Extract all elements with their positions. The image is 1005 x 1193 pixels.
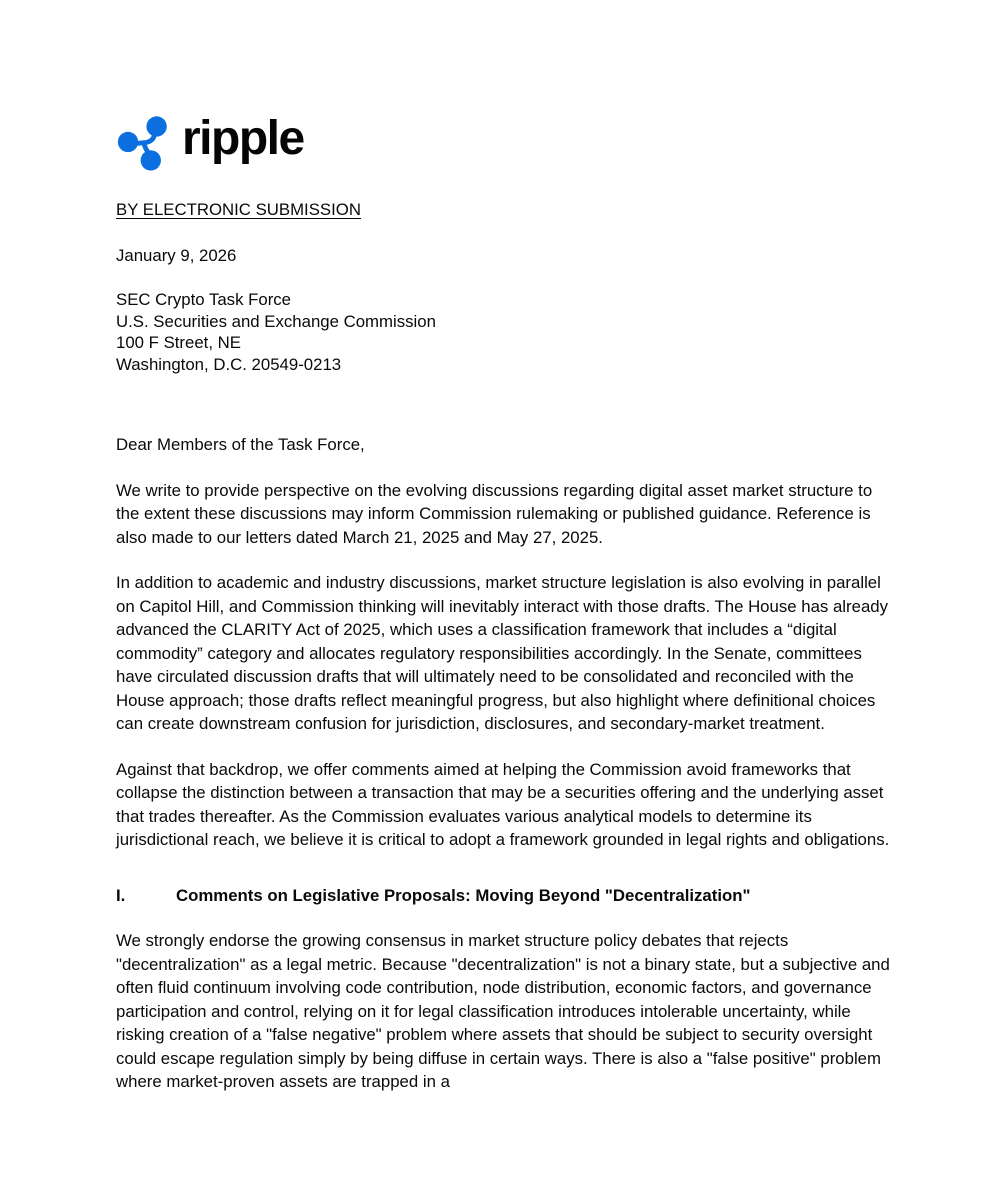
section-title: Comments on Legislative Proposals: Moving Beyond "Decentralization" bbox=[176, 885, 751, 905]
body-paragraph-3: Against that backdrop, we offer comments aimed at helping the Commission avoid frameworks that collapse the distinction between a transaction that may be a securities offering and the underlying asset that trades thereafter. As the Commission evaluates various analytical models to determine its jurisdictional reach, we believe it is critical to adopt a framework grounded in legal rights and obligations. bbox=[116, 759, 890, 849]
section-numeral: I. bbox=[116, 885, 126, 905]
body-paragraph-1: We write to provide perspective on the evolving discussions regarding digital asset market structure to the extent these discussions may inform Commission rulemaking or published guidance. Reference is also made to our letters dated March 21, 2025 and May 27, 2025. bbox=[116, 480, 873, 547]
salutation-line: Dear Members of the Task Force, bbox=[116, 435, 365, 454]
recipient-city-line: Washington, D.C. 20549-0213 bbox=[116, 354, 342, 374]
date-line: January 9, 2026 bbox=[116, 245, 237, 265]
ripple-wordmark: ripple bbox=[182, 112, 304, 165]
recipient-name-line: SEC Crypto Task Force bbox=[116, 290, 292, 309]
recipient-street-line: 100 F Street, NE bbox=[116, 333, 241, 352]
ripple-triskelion-icon bbox=[116, 110, 172, 172]
ripple-logo bbox=[116, 110, 891, 172]
section-heading bbox=[116, 884, 891, 908]
body-paragraph-2: In addition to academic and industry discussions, market structure legislation is also evolving in parallel on Capitol Hill, and Commission thinking will inevitably interact with those drafts. The House has already advanced the CLARITY Act of 2025, which uses a classification framework that includes a “digital commodity” category and allocates regulatory responsibilities accordingly. In the Senate, committees have circulated discussion drafts that will ultimately need to be consolidated and reconciled with the House approach; those drafts reflect meaningful progress, but also highlight where definitional choices can create downstream confusion for jurisdiction, disclosures, and secondary-market treatment. bbox=[116, 573, 888, 733]
recipient-org-line: U.S. Securities and Exchange Commission bbox=[116, 311, 436, 331]
recipient-address-block bbox=[116, 289, 891, 375]
delivery-method-line: BY ELECTRONIC SUBMISSION bbox=[116, 200, 361, 219]
section-paragraph-1: We strongly endorse the growing consensus in market structure policy debates that rejects "decentralization" as a legal metric. Because "decentralization" is not a binary state, but a subjective and often fluid continuum involving code contribution, node distribution, economic factors, and governance participation and control, relying on it for legal classification introduces intolerable uncertainty, while risking creation of a "false negative" problem where assets that should be subject to security oversight could escape regulation simply by being diffuse in certain ways. There is also a "false positive" problem where market-proven assets are trapped in a bbox=[116, 931, 890, 1091]
